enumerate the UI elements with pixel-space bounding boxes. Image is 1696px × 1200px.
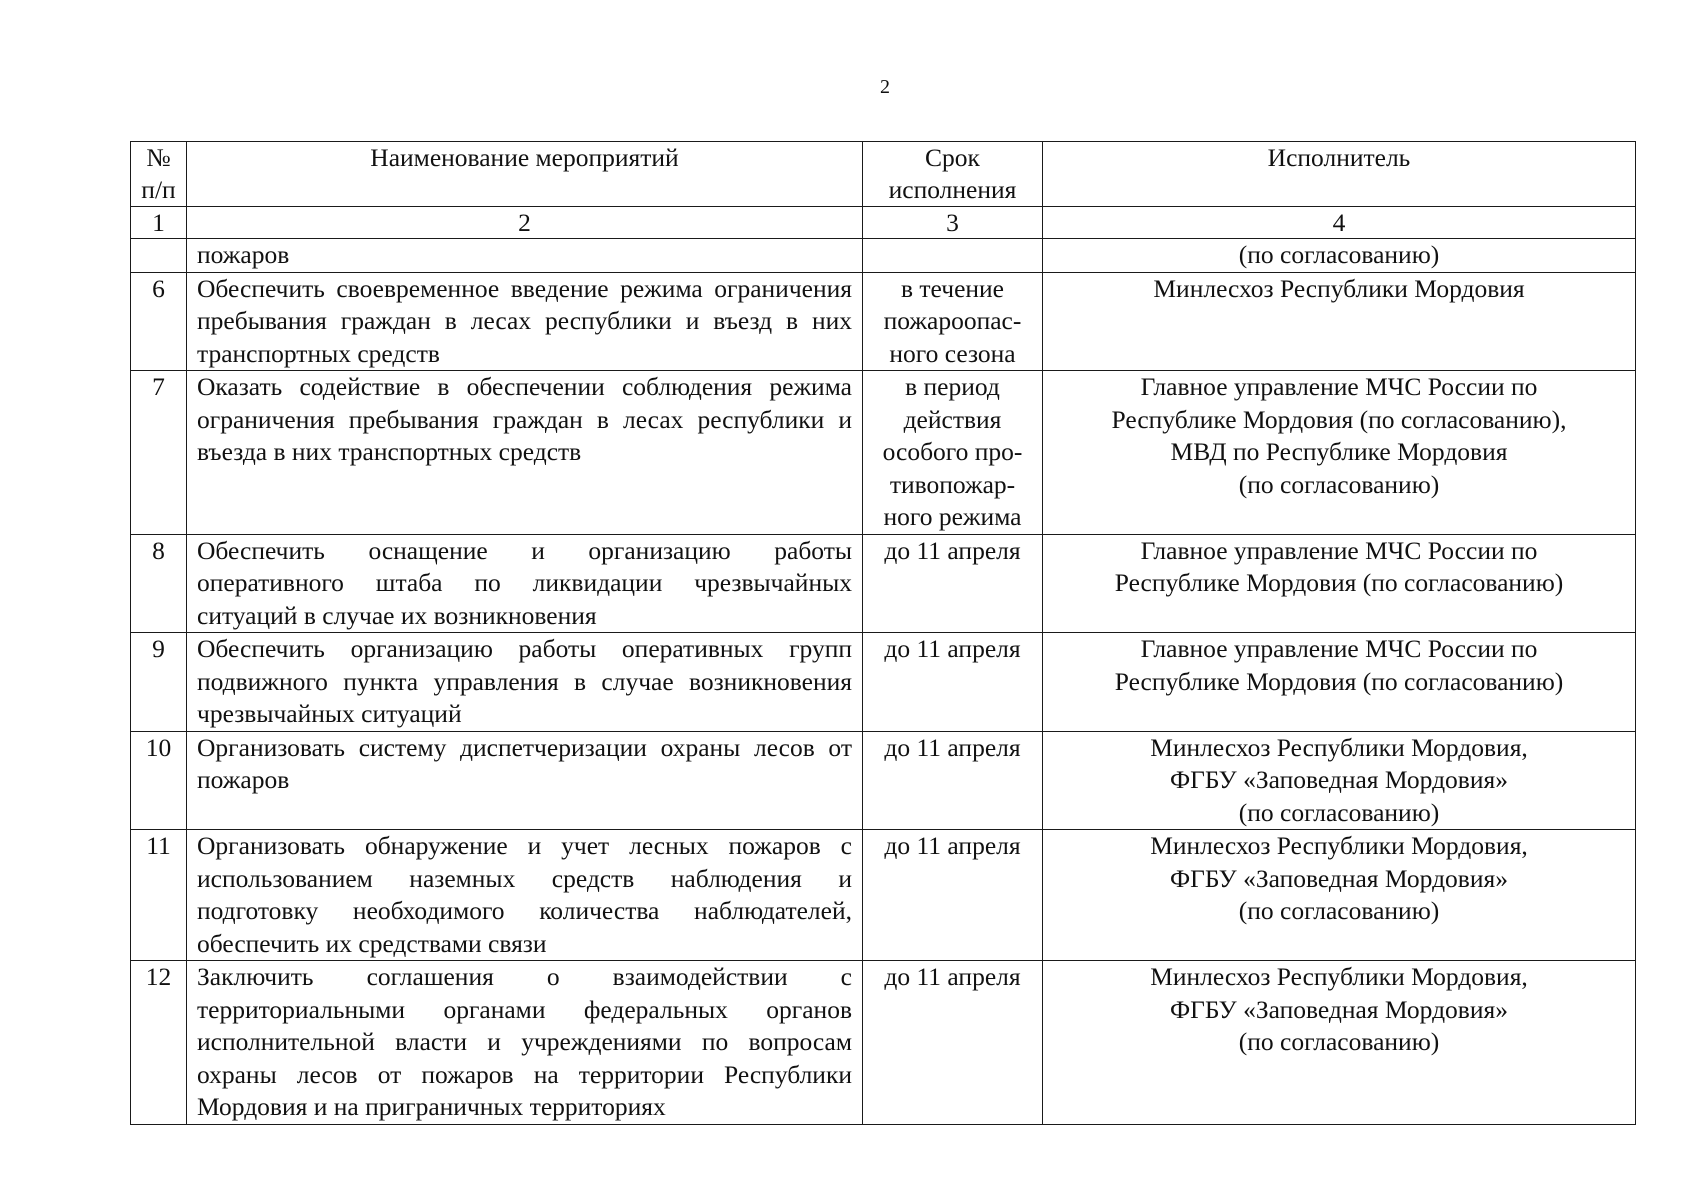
term-line: до 11 апреля (884, 732, 1021, 762)
measure-executor (1043, 633, 1636, 732)
measure-name: Организовать обнаружение и учет лесных пожаров с использованием наземных средств наблюдения и подготовку необходимого количества наблюдателей, обеспечить их средствами связи (187, 830, 863, 961)
page-number: 2 (880, 76, 890, 98)
measure-name: Обеспечить своевременное введение режима ограничения пребывания граждан в лесах республики и въезд в них транспортных средств (187, 272, 863, 371)
term-line: до 11 апреля (884, 535, 1021, 565)
term-line: особого про- (882, 437, 1023, 466)
term-line: в течение (901, 273, 1004, 303)
row-number: 9 (131, 633, 187, 732)
measure-name: Обеспечить организацию работы оперативных групп подвижного пункта управления в случае возникновения чрезвычайных ситуаций (187, 633, 863, 732)
executor-line: Республике Мордовия (по согласованию) (1114, 666, 1564, 696)
executor-line: (по согласованию) (1238, 797, 1440, 827)
executor-line: Главное управление МЧС России по (1140, 372, 1538, 401)
executor-line: (по согласованию) (1238, 1027, 1440, 1056)
measure-term (863, 633, 1043, 732)
header-executor: Исполнитель (1043, 142, 1636, 207)
executor-line: ФГБУ «Заповедная Мордовия» (1170, 994, 1508, 1024)
executor-line: Главное управление МЧС России по (1140, 634, 1538, 663)
measure-name: Обеспечить оснащение и организацию работы оперативного штаба по ликвидации чрезвычайных ситуаций в случае их возникновения (187, 534, 863, 633)
header-num (131, 142, 187, 207)
column-index-row (131, 207, 1636, 239)
executor-line: Республике Мордовия (по согласованию), (1111, 404, 1567, 434)
table-row (131, 830, 1636, 961)
measure-executor (1043, 534, 1636, 633)
continuation-term (863, 239, 1043, 273)
executor-line: Минлесхоз Республики Мордовия, (1150, 831, 1528, 860)
table-header-row (131, 142, 1636, 207)
continuation-row (131, 239, 1636, 273)
header-term-line: исполнения (888, 175, 1017, 204)
row-number: 8 (131, 534, 187, 633)
measure-term (863, 371, 1043, 535)
column-index: 1 (131, 207, 187, 239)
row-number: 12 (131, 961, 187, 1125)
continuation-name: пожаров (187, 239, 863, 273)
executor-line: МВД по Республике Мордовия (1170, 437, 1508, 466)
table-row (131, 371, 1636, 535)
header-name: Наименование мероприятий (187, 142, 863, 207)
measure-executor (1043, 272, 1636, 371)
measure-name: Заключить соглашения о взаимодействии с территориальными органами федеральных органов исполнительной власти и учреждениями по вопросам охраны лесов от пожаров на территории Республики Мордовия и на приграничных территориях (187, 961, 863, 1125)
term-line: до 11 апреля (884, 634, 1021, 663)
executor-line: Республике Мордовия (по согласованию) (1114, 568, 1564, 597)
table-row (131, 534, 1636, 633)
term-line: действия (903, 404, 1002, 434)
header-num-line: № (146, 143, 171, 172)
measures-table (130, 141, 1636, 1125)
column-index: 3 (863, 207, 1043, 239)
measure-executor (1043, 371, 1636, 535)
row-number: 7 (131, 371, 187, 535)
measure-term (863, 534, 1043, 633)
measure-term (863, 272, 1043, 371)
executor-line: ФГБУ «Заповедная Мордовия» (1170, 863, 1508, 893)
header-term (863, 142, 1043, 207)
measure-executor (1043, 961, 1636, 1125)
continuation-executor: (по согласованию) (1043, 239, 1636, 273)
measure-term (863, 731, 1043, 830)
measure-name: Оказать содействие в обеспечении соблюдения режима ограничения пребывания граждан в лесах республики и въезда в них транспортных средств (187, 371, 863, 535)
executor-line: (по согласованию) (1238, 469, 1440, 499)
header-num-line: п/п (141, 175, 176, 204)
executor-line: ФГБУ «Заповедная Мордовия» (1170, 765, 1508, 794)
executor-line: (по согласованию) (1238, 896, 1440, 925)
table-row (131, 961, 1636, 1125)
executor-line: Минлесхоз Республики Мордовия, (1150, 732, 1528, 762)
measure-executor (1043, 731, 1636, 830)
term-line: ного сезона (889, 338, 1016, 368)
column-index: 2 (187, 207, 863, 239)
header-term-line: Срок (925, 143, 980, 172)
term-line: ного режима (883, 502, 1022, 531)
continuation-num (131, 239, 187, 273)
measure-name: Организовать систему диспетчеризации охраны лесов от пожаров (187, 731, 863, 830)
term-line: в период (905, 372, 1000, 401)
executor-line: Минлесхоз Республики Мордовия, (1150, 962, 1528, 991)
term-line: пожароопас- (883, 306, 1022, 335)
column-index: 4 (1043, 207, 1636, 239)
measure-term (863, 830, 1043, 961)
table-row (131, 731, 1636, 830)
row-number: 10 (131, 731, 187, 830)
measure-term (863, 961, 1043, 1125)
executor-line: Главное управление МЧС России по (1140, 535, 1538, 565)
measure-executor (1043, 830, 1636, 961)
row-number: 11 (131, 830, 187, 961)
table-row (131, 272, 1636, 371)
row-number: 6 (131, 272, 187, 371)
table-row (131, 633, 1636, 732)
term-line: до 11 апреля (884, 831, 1021, 860)
term-line: тивопожар- (889, 469, 1016, 499)
executor-line: Минлесхоз Республики Мордовия (1153, 273, 1525, 303)
term-line: до 11 апреля (884, 962, 1021, 991)
